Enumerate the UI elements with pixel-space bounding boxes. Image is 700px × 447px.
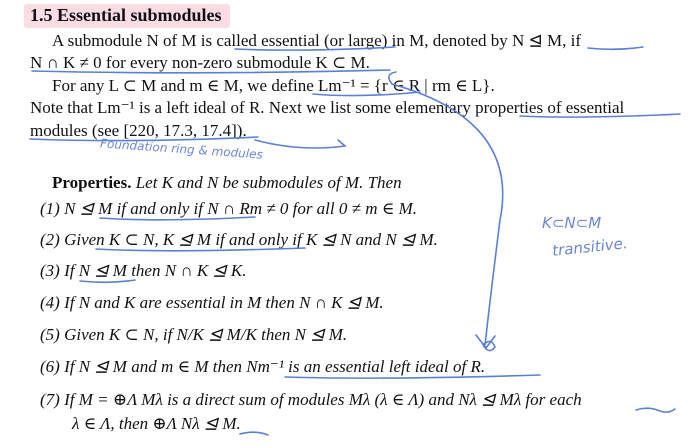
paragraph-line-2: N ∩ K ≠ 0 for every non-zero submodule K ⊂ M.: [30, 53, 370, 72]
property-item-6: [40, 356, 485, 378]
property-text: N ⊴ M if and only if N ∩ Rm ≠ 0 for all 0 ≠ m ∈ M.: [64, 199, 417, 218]
property-text: If N ⊴ M and m ∈ M then Nm⁻¹ is an essential left ideal of R.: [64, 357, 486, 376]
property-text: Given K ⊂ N, K ⊴ M if and only if K ⊴ N and N ⊴ M.: [64, 230, 438, 249]
property-number: (6): [40, 357, 60, 376]
property-number: (4): [40, 293, 60, 312]
paragraph-line-4: Note that Lm⁻¹ is a left ideal of R. Next we list some elementary properties of essential: [30, 98, 625, 117]
section-heading: 1.5 Essential submodules: [24, 4, 230, 28]
paragraph-line-3: For any L ⊂ M and m ∈ M, we define Lm⁻¹ = {r ∈ R | rm ∈ L}.: [52, 76, 495, 95]
property-text: If N and K are essential in M then N ∩ K ⊴ M.: [64, 293, 384, 312]
handwritten-note-foundation: Foundation ring & modules: [99, 136, 264, 162]
handwritten-note-chain: K⊂N⊂M: [542, 214, 602, 232]
property-number: (7): [40, 390, 60, 409]
properties-title: Properties.: [52, 173, 132, 192]
property-text: Given K ⊂ N, if N/K ⊴ M/K then N ⊴ M.: [64, 325, 348, 344]
property-number: (1): [40, 199, 60, 218]
handwritten-note-transitive: transitive.: [551, 234, 629, 260]
property-number: (5): [40, 325, 60, 344]
property-number: (2): [40, 230, 60, 249]
property-text: λ ∈ Λ, then ⊕Λ Nλ ⊴ M.: [72, 414, 241, 433]
property-item-5: [40, 324, 347, 346]
property-item-7: [40, 389, 582, 411]
property-text: If N ⊴ M then N ∩ K ⊴ K.: [64, 261, 247, 280]
property-item-7-continued: [72, 413, 241, 435]
property-number: (3): [40, 261, 60, 280]
paragraph-line-1: A submodule N of M is called essential (or large) in M, denoted by N ⊴ M, if: [52, 31, 582, 50]
property-item-2: [40, 229, 438, 251]
paragraph-line-5: modules (see [220, 17.3, 17.4]).: [30, 121, 247, 140]
properties-intro: [52, 172, 402, 194]
property-item-1: [40, 198, 417, 220]
properties-intro-text: Let K and N be submodules of M. Then: [135, 173, 402, 192]
property-item-3: [40, 260, 247, 282]
property-item-4: [40, 292, 384, 314]
property-text: If M = ⊕Λ Mλ is a direct sum of modules Mλ (λ ∈ Λ) and Nλ ⊴ Mλ for each: [64, 390, 582, 409]
